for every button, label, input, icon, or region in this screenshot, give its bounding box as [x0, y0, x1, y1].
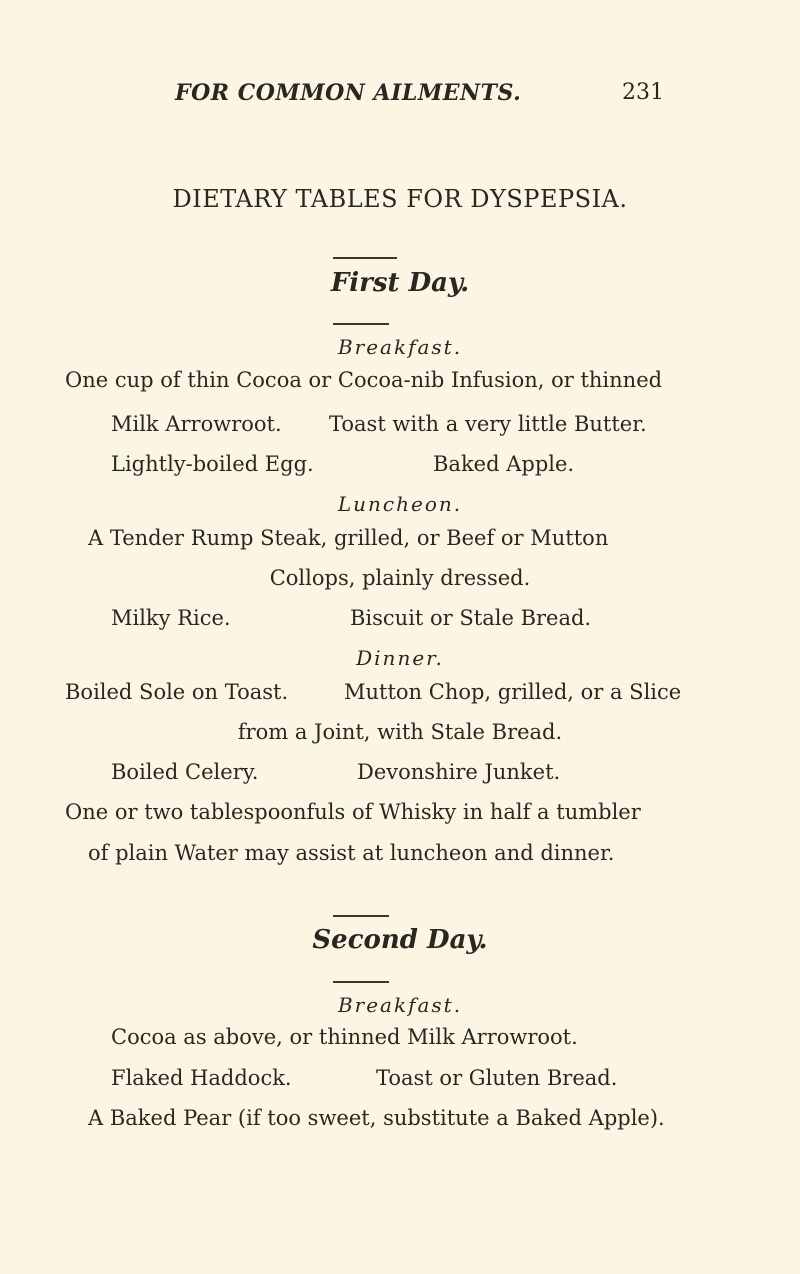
second-day-breakfast-heading: Breakfast.	[337, 993, 463, 1017]
dinner-line-1b: Mutton Chop, grilled, or a Slice	[344, 680, 682, 704]
second-breakfast-line-2a: Flaked Haddock.	[111, 1066, 292, 1090]
first-day-luncheon-heading: Luncheon.	[337, 492, 463, 516]
luncheon-line-2: Collops, plainly dressed.	[269, 566, 531, 590]
luncheon-line-3b: Biscuit or Stale Bread.	[350, 606, 592, 630]
first-day-dinner-heading: Dinner.	[356, 646, 444, 670]
dinner-line-2: from a Joint, with Stale Bread.	[237, 720, 563, 744]
second-breakfast-line-2b: Toast or Gluten Bread.	[376, 1066, 618, 1090]
page-title: DIETARY TABLES FOR DYSPEPSIA.	[172, 185, 628, 213]
breakfast-line-2a: Milk Arrowroot.	[111, 412, 282, 436]
dinner-note-line-1: One or two tablespoonfuls of Whisky in half a tumbler	[65, 800, 641, 824]
breakfast-line-2b: Toast with a very little Butter.	[329, 412, 647, 436]
luncheon-line-1: A Tender Rump Steak, grilled, or Beef or Mutton	[88, 526, 609, 550]
second-breakfast-line-1: Cocoa as above, or thinned Milk Arrowroot.	[111, 1025, 578, 1049]
running-title: FOR COMMON AILMENTS.	[175, 80, 522, 106]
dinner-note-line-2: of plain Water may assist at luncheon and dinner.	[88, 841, 615, 865]
breakfast-line-1: One cup of thin Cocoa or Cocoa-nib Infusion, or thinned	[65, 368, 663, 392]
breakfast-line-3a: Lightly-boiled Egg.	[111, 452, 314, 476]
divider-rule	[333, 257, 397, 259]
first-day-breakfast-heading: Breakfast.	[337, 335, 463, 359]
divider-rule	[333, 981, 389, 983]
second-breakfast-line-3: A Baked Pear (if too sweet, substitute a Baked Apple).	[88, 1106, 665, 1130]
dinner-line-3a: Boiled Celery.	[111, 760, 259, 784]
first-day-heading: First Day.	[330, 268, 470, 298]
divider-rule	[333, 915, 389, 917]
divider-rule	[333, 323, 389, 325]
page-number: 231	[622, 80, 664, 105]
dinner-line-3b: Devonshire Junket.	[357, 760, 561, 784]
breakfast-line-3b: Baked Apple.	[433, 452, 575, 476]
dinner-line-1a: Boiled Sole on Toast.	[65, 680, 289, 704]
second-day-heading: Second Day.	[312, 925, 488, 955]
luncheon-line-3a: Milky Rice.	[111, 606, 231, 630]
